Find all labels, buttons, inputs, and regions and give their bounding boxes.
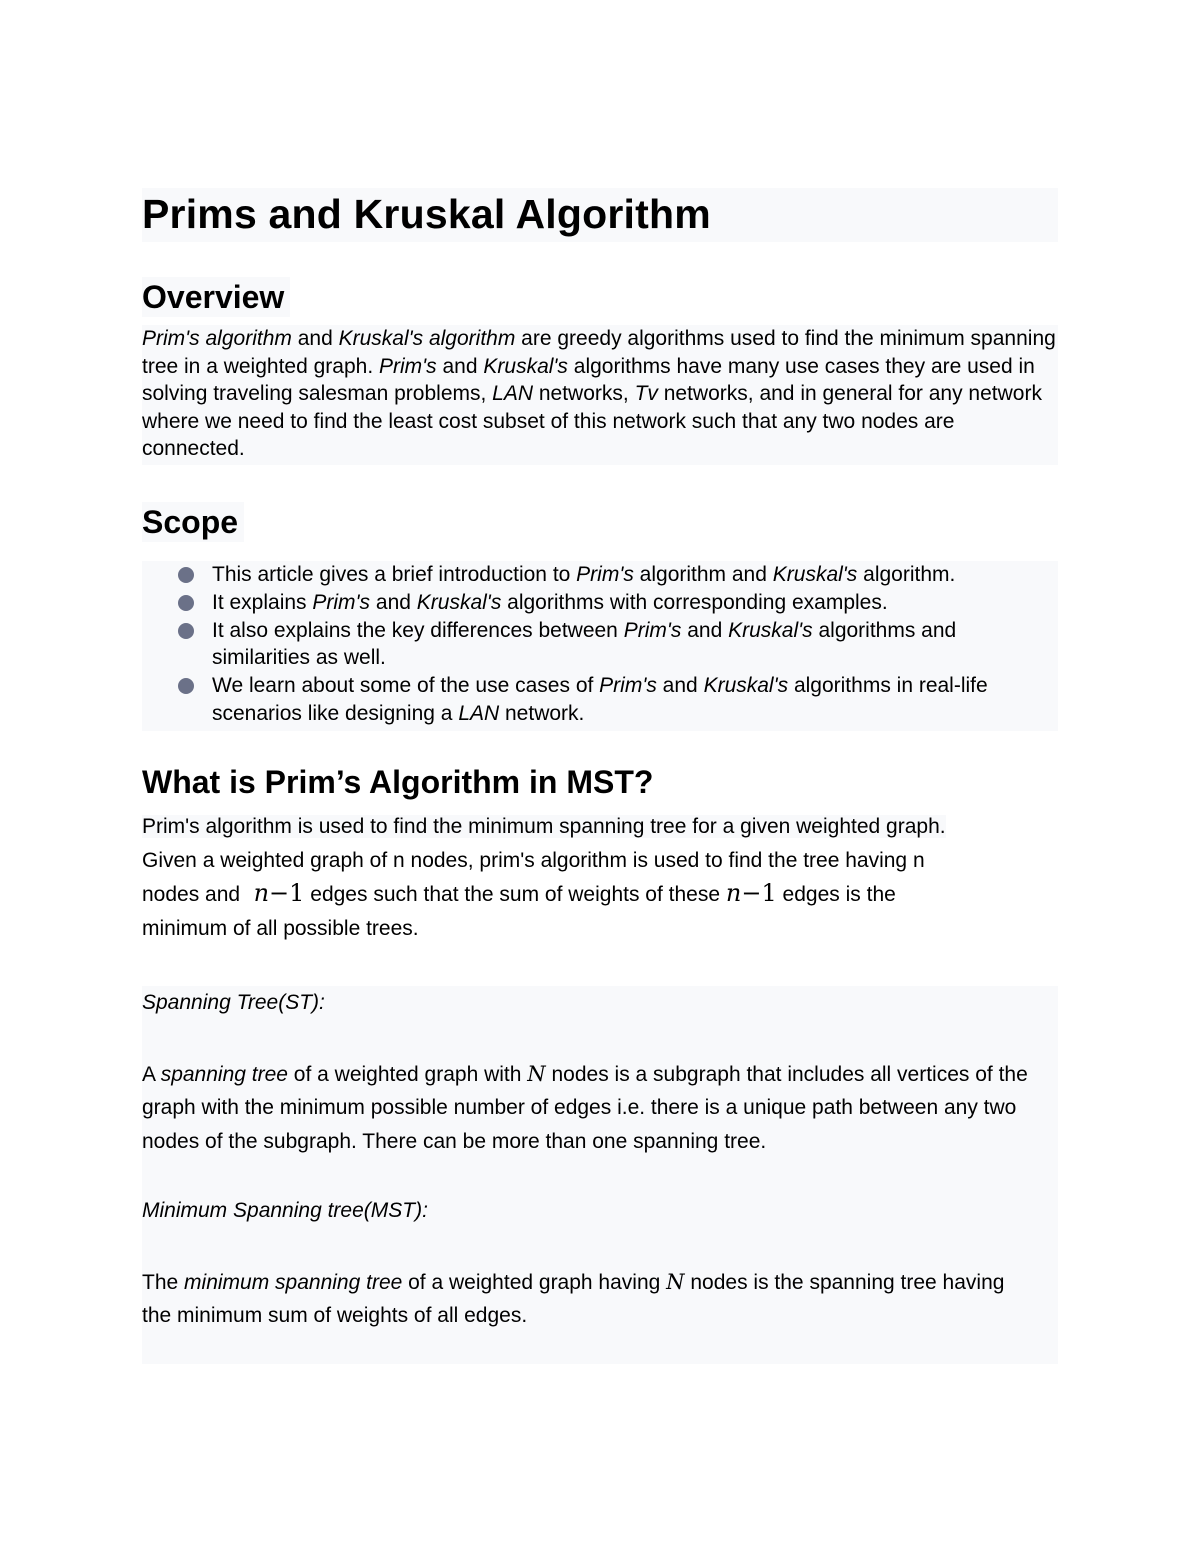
overview-text: and	[291, 327, 339, 350]
list-item-text: algorithms in real-life scenarios like designing a	[212, 674, 988, 725]
math-variable: N	[666, 1269, 685, 1294]
overview-text: networks, and in general for any network where we need to find the least cost subset of this network such that any two nodes are connected.	[142, 382, 1042, 460]
overview-em-prims-algorithm: Prim's algorithm	[142, 327, 292, 350]
math-n-minus-1	[246, 879, 305, 907]
overview-text: algorithms have many use cases they are used in solving traveling salesman problems,	[142, 354, 1035, 405]
list-item-text: algorithm and	[633, 563, 773, 586]
scope-section	[142, 561, 1058, 731]
definition-text: nodes is a subgraph that includes all vertices of the graph with the minimum possible number of edges i.e. there is a unique path between any two nodes of the subgraph. There can be more than one spanning tree.	[142, 1062, 1028, 1153]
prim-section	[142, 810, 1058, 945]
scope-heading-block	[142, 502, 244, 542]
list-item-text: It also explains the key differences between	[212, 618, 624, 642]
overview-em-prims: Prim's	[379, 354, 437, 378]
overview-heading-block	[142, 277, 290, 317]
list-item-em: Kruskal's	[772, 563, 858, 586]
list-item-em: Prim's	[576, 563, 634, 586]
mst-label-text: Minimum Spanning tree(MST):	[142, 1199, 428, 1222]
list-item-em: Prim's	[623, 618, 682, 642]
overview-em-tv: Tv	[634, 382, 658, 405]
prim-paragraph	[142, 810, 1058, 945]
overview-section	[142, 325, 1058, 465]
overview-em-kruskals: Kruskal's	[483, 354, 568, 378]
definitions-box	[142, 986, 1058, 1364]
title-block	[142, 188, 1058, 242]
list-item	[142, 589, 1058, 617]
list-item-em: Kruskal's	[728, 618, 813, 642]
list-item	[142, 672, 1058, 728]
page-title: Prims and Kruskal Algorithm	[142, 191, 711, 237]
definition-text: The	[142, 1270, 185, 1294]
list-item-em: Kruskal's	[416, 590, 502, 614]
prim-line: Prim's algorithm is used to find the minimum spanning tree for a given weighted graph.	[142, 815, 946, 838]
definition-em: spanning tree	[160, 1062, 288, 1086]
list-item-text: algorithms and similarities as well.	[212, 618, 957, 670]
list-item-text: and	[681, 618, 729, 642]
list-item	[142, 617, 1058, 673]
overview-paragraph	[142, 325, 1058, 463]
list-item-text: It explains	[212, 590, 313, 614]
prim-line: Given a weighted graph of n nodes, prim's algorithm is used to find the tree having n	[142, 848, 925, 872]
prim-line: edges is the	[776, 883, 896, 906]
prim-line: nodes and	[142, 883, 246, 906]
math-n-minus-1	[726, 879, 777, 907]
list-item-em: Kruskal's	[703, 674, 789, 698]
overview-em-kruskals-algorithm: Kruskal's algorithm	[338, 327, 516, 350]
overview-heading: Overview	[142, 277, 290, 317]
list-item-text: network.	[499, 701, 585, 725]
bullet-icon	[178, 595, 194, 611]
definition-text: nodes is the spanning tree having the minimum sum of weights of all edges.	[142, 1270, 1005, 1327]
scope-heading: Scope	[142, 502, 244, 542]
list-item	[142, 561, 1058, 589]
definition-text: of a weighted graph having	[402, 1270, 667, 1294]
overview-text: and	[436, 354, 484, 378]
list-item-text: algorithms with corresponding examples.	[501, 590, 888, 614]
prim-heading-block	[142, 762, 1058, 802]
bullet-icon	[178, 678, 194, 694]
st-definition	[142, 1058, 1042, 1159]
list-item-text: This article gives a brief introduction to	[212, 563, 577, 586]
list-item-em: Prim's	[312, 590, 371, 614]
math-expression: −1	[269, 879, 305, 907]
list-item-text: We learn about some of the use cases of	[212, 674, 600, 698]
overview-em-lan: LAN	[492, 382, 534, 405]
prim-heading: What is Prim’s Algorithm in MST?	[142, 764, 654, 800]
list-item-em: LAN	[458, 701, 500, 725]
mst-label	[142, 1194, 1058, 1228]
bullet-icon	[178, 623, 194, 639]
math-variable: n	[725, 879, 742, 907]
bullet-icon	[178, 567, 194, 583]
list-item-text: algorithm.	[857, 563, 956, 586]
st-label-text: Spanning Tree(ST):	[142, 991, 325, 1014]
prim-line: minimum of all possible trees.	[142, 916, 419, 940]
definition-text: of a weighted graph with	[287, 1062, 528, 1086]
definition-text: A	[142, 1062, 161, 1086]
list-item-text: and	[656, 674, 704, 698]
list-item-text: and	[370, 590, 417, 614]
scope-list	[142, 561, 1058, 728]
st-label	[142, 986, 1058, 1020]
prim-line: edges such that the sum of weights of these	[304, 883, 726, 906]
overview-text: networks,	[533, 382, 635, 405]
list-item-em: Prim's	[599, 674, 657, 698]
math-expression: −1	[741, 879, 777, 907]
math-variable: n	[253, 879, 270, 907]
definition-em: minimum spanning tree	[184, 1270, 403, 1294]
math-variable: N	[527, 1061, 546, 1086]
mst-definition	[142, 1266, 1032, 1333]
overview-text: are greedy algorithms used to find the minimum spanning tree in a weighted graph.	[142, 327, 1056, 378]
